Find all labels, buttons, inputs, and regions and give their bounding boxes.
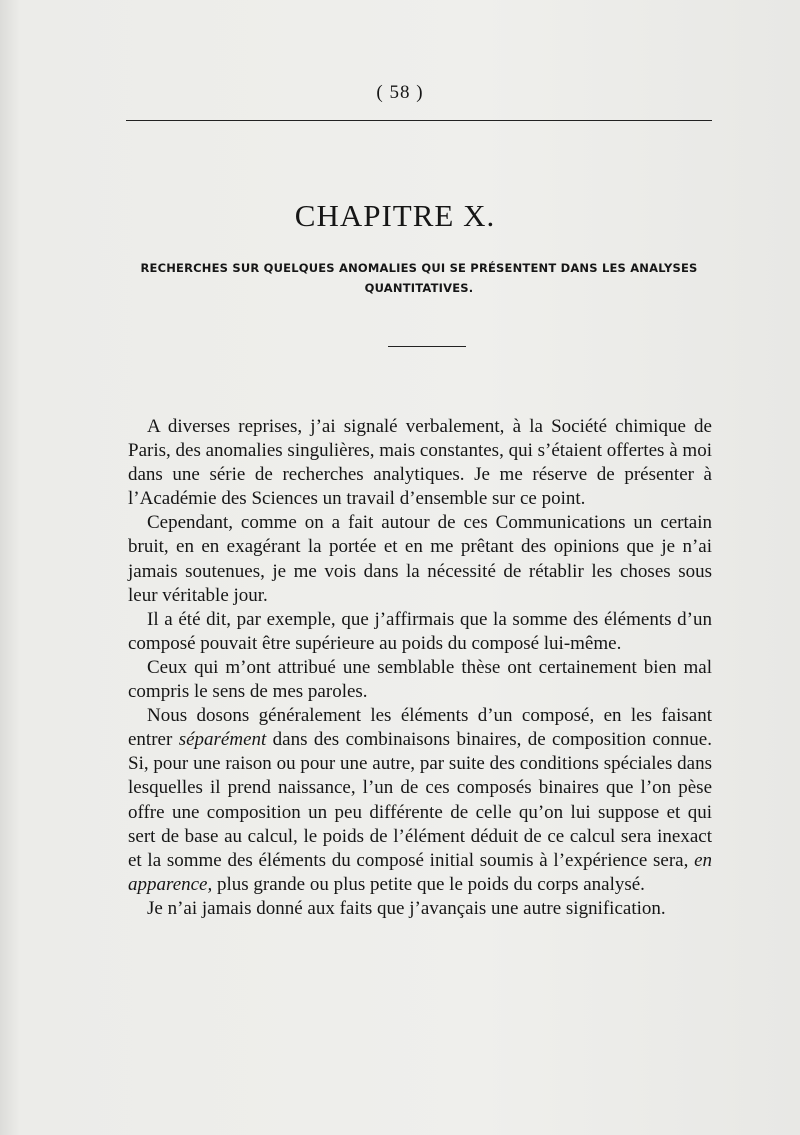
paragraph-5-emphasis-1: séparément <box>178 729 267 751</box>
paragraph-5-part-1: Nous dosons généralement les éléments d’un composé, en les faisant entrer <box>128 705 712 751</box>
chapter-subtitle <box>138 258 700 298</box>
paragraph-3: Il a été dit, par exemple, que j’affirmais que la somme des éléments d’un composé pouvait être supérieure au poids du composé lui-même. <box>128 608 712 654</box>
paragraph-4: Ceux qui m’ont attribué une semblable thèse ont certainement bien mal compris le sens de mes paroles. <box>128 656 712 703</box>
page-number: ( 58 ) <box>376 82 424 103</box>
paragraph-5 <box>128 704 712 897</box>
paragraph-6: Je n’ai jamais donné aux faits que j’avançais une autre signification. <box>147 897 666 919</box>
paragraph-5-emphasis-2: en apparence, <box>128 849 712 895</box>
subtitle-line-2: QUANTITATIVES. <box>364 281 474 295</box>
chapter-title: CHAPITRE X. <box>294 198 496 233</box>
paragraph-1: A diverses reprises, j’ai signalé verbalement, à la Société chimique de Paris, des anomalies singulières, mais constantes, qui s’étaient offertes à moi dans une série de recherches analytiques. Je me réserve de présenter à l’Académie des Sciences un travail d’ensemble sur ce point. <box>128 416 712 510</box>
paragraph-5-part-3: plus grande ou plus petite que le poids du corps analysé. <box>212 873 645 895</box>
subtitle-line-1: RECHERCHES SUR QUELQUES ANOMALIES QUI SE PRÉSENTENT DANS LES ANALYSES <box>140 261 698 275</box>
paragraph-5-part-2: dans des combinaisons binaires, de composition connue. Si, pour une raison ou pour une autre, par suite des conditions spéciales dans lesquelles il prend naissance, l’un de ces composés binaires que l’on pèse offre une composition un peu différente de celle qu’on lui suppose et qui sert de base au calcul, le poids de l’élément déduit de ce calcul sera inexact et la somme des éléments du composé initial soumis à l’expérience sera, <box>128 729 712 871</box>
section-divider <box>388 346 466 347</box>
header-rule <box>126 120 712 121</box>
body-text <box>128 415 712 921</box>
paragraph-2: Cependant, comme on a fait autour de ces Communications un certain bruit, en en exagérant la portée et en me prêtant des opinions que je n’ai jamais soutenues, je me vois dans la nécessité de rétablir les choses sous leur véritable jour. <box>128 512 712 606</box>
